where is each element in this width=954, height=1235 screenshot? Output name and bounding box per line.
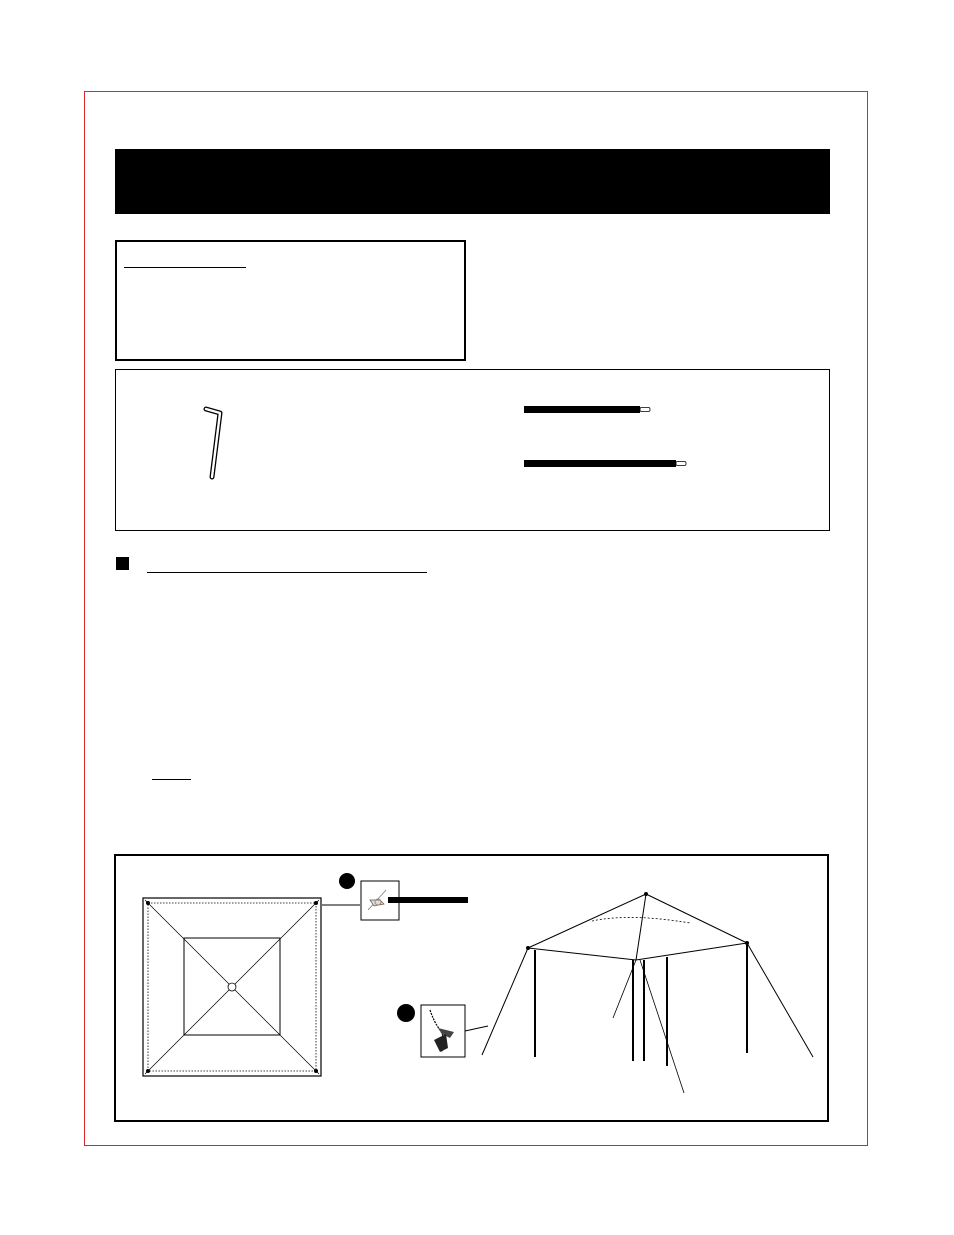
long-pole-icon — [522, 457, 692, 471]
header-bar — [115, 149, 830, 214]
short-pole-icon — [522, 403, 657, 417]
tools-box — [115, 240, 466, 361]
tools-heading-underline — [124, 267, 246, 268]
detail-marker-2 — [396, 1003, 416, 1023]
allen-key-icon — [200, 403, 230, 483]
note-underline — [152, 779, 191, 780]
step-marker — [116, 557, 129, 570]
gazebo-frame-icon — [470, 885, 820, 1100]
step-heading-underline — [147, 572, 427, 573]
callout-line — [322, 900, 362, 910]
corner-detail-icon — [360, 880, 470, 922]
canopy-top-view-icon — [140, 895, 325, 1080]
detail-marker-1 — [338, 872, 356, 890]
